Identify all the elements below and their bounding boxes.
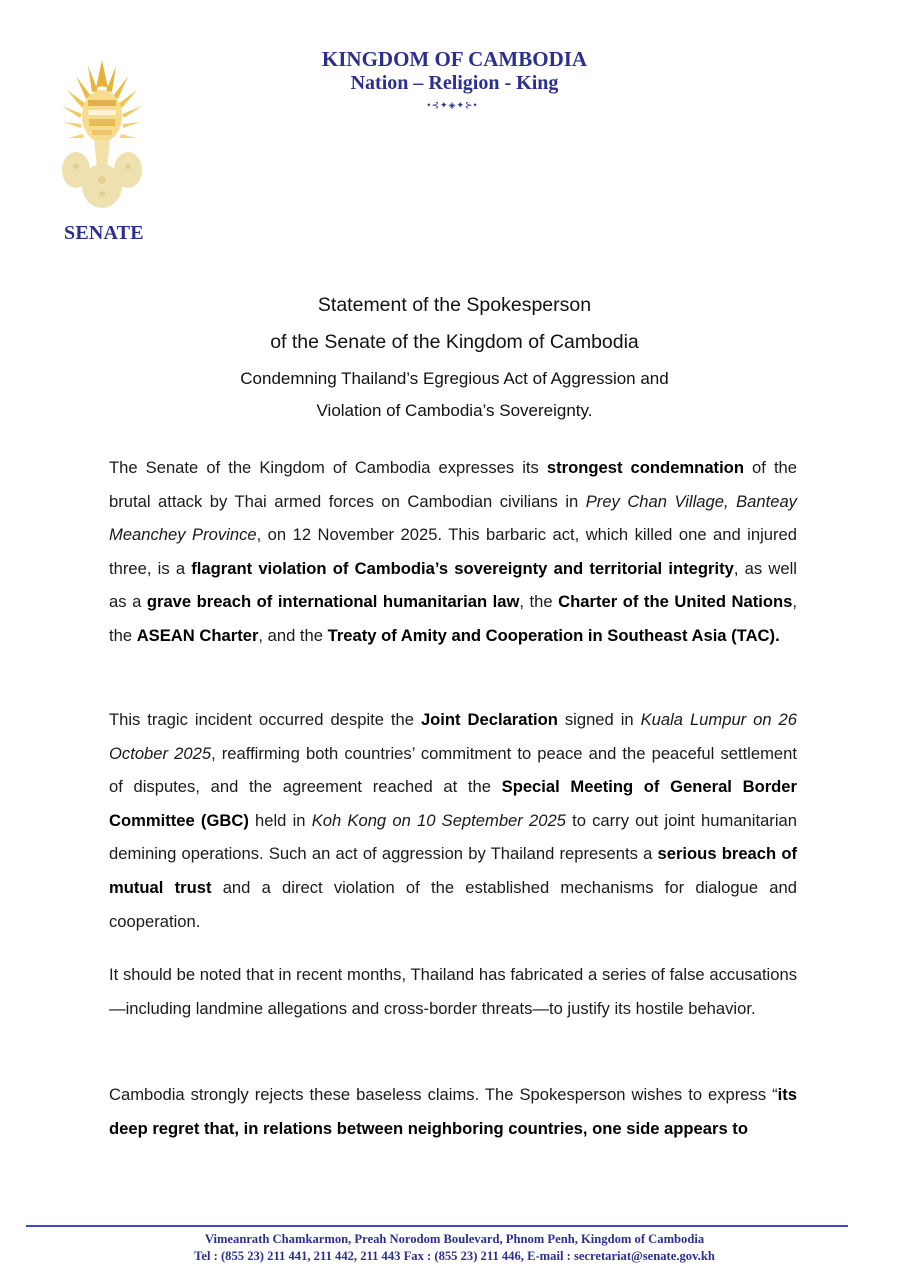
emphasized-text: Charter of the United Nations bbox=[558, 592, 793, 612]
body-text: to carry out joint humanitarian demining operations. Such an act of aggression by Thailand represents a bbox=[109, 810, 797, 864]
document-subtitle-line-1: Condemning Thailand’s Egregious Act of Aggression and bbox=[240, 369, 669, 388]
footer-contact: Tel : (855 23) 211 441, 211 442, 211 443 Fax : (855 23) 211 446, E-mail : secretariat@senate.gov.kh bbox=[194, 1249, 715, 1263]
body-text: , the bbox=[519, 592, 559, 612]
body-text: The Senate of the Kingdom of Cambodia expresses its bbox=[109, 458, 547, 477]
body-text: held in bbox=[248, 810, 312, 830]
body-text: Cambodia strongly rejects these baseless claims. The Spokesperson wishes to express “ bbox=[109, 1085, 778, 1104]
footer-divider bbox=[26, 1225, 848, 1227]
paragraph-rejection bbox=[109, 1078, 797, 1145]
emphasized-text: flagrant violation of Cambodia’s sovereignty and territorial integrity bbox=[191, 558, 734, 578]
document-subtitle-line-2: Violation of Cambodia’s Sovereignty. bbox=[316, 401, 593, 420]
body-text: and a direct violation of the established mechanisms for dialogue and cooperation. bbox=[109, 877, 797, 931]
paragraph-joint-declaration bbox=[109, 703, 797, 938]
body-text: This tragic incident occurred despite the bbox=[109, 710, 421, 729]
italic-text: Kuala Lumpur on 26 October 2025 bbox=[109, 710, 798, 763]
emphasized-text: Special Meeting of General Border Committee (GBC) bbox=[109, 777, 797, 830]
italic-text: Koh Kong on 10 September 2025 bbox=[311, 810, 566, 830]
national-motto: Nation – Religion - King bbox=[350, 72, 559, 94]
body-text: It should be noted that in recent months, Thailand has fabricated a series of false accusations—including landmine allegations and cross-border threats—to justify its hostile behavior. bbox=[109, 965, 797, 1018]
emphasized-text: serious breach of mutual trust bbox=[109, 844, 798, 897]
body-text: , as well as a bbox=[109, 558, 797, 612]
ornament-divider-icon: •⊰✦◈✦⊱• bbox=[427, 100, 478, 110]
paragraph-false-accusations bbox=[109, 958, 797, 1025]
emphasized-text: Joint Declaration bbox=[420, 710, 558, 729]
body-text: , and the bbox=[258, 625, 328, 645]
emphasized-text: ASEAN Charter bbox=[136, 625, 259, 645]
footer-address: Vimeanrath Chamkarmon, Preah Norodom Boulevard, Phnom Penh, Kingdom of Cambodia bbox=[204, 1232, 705, 1246]
country-heading: KINGDOM OF CAMBODIA bbox=[321, 47, 588, 71]
document-title-line-2: of the Senate of the Kingdom of Cambodia bbox=[270, 331, 639, 353]
document-title-line-1: Statement of the Spokesperson bbox=[317, 294, 592, 316]
body-text: signed in bbox=[557, 710, 641, 729]
emphasized-text: strongest condemnation bbox=[546, 458, 744, 477]
body-text: , the bbox=[109, 592, 797, 645]
body-text: , on 12 November 2025. This barbaric act, which killed one and injured three, is a bbox=[109, 525, 797, 578]
body-text: , reaffirming both countries’ commitment to peace and the peaceful settlement of disputes, and the agreement reached at the bbox=[109, 743, 797, 797]
institution-label: SENATE bbox=[64, 222, 144, 244]
emphasized-text: grave breach of international humanitarian law bbox=[146, 592, 520, 612]
paragraph-condemnation bbox=[109, 451, 797, 653]
emphasized-text: Treaty of Amity and Cooperation in Southeast Asia (TAC). bbox=[327, 625, 780, 645]
italic-text: Prey Chan Village, Banteay Meanchey Province bbox=[109, 491, 797, 545]
emphasized-text: its deep regret that, in relations between neighboring countries, one side appears to bbox=[109, 1085, 797, 1138]
body-text: of the brutal attack by Thai armed forces on Cambodian civilians in bbox=[109, 458, 798, 511]
